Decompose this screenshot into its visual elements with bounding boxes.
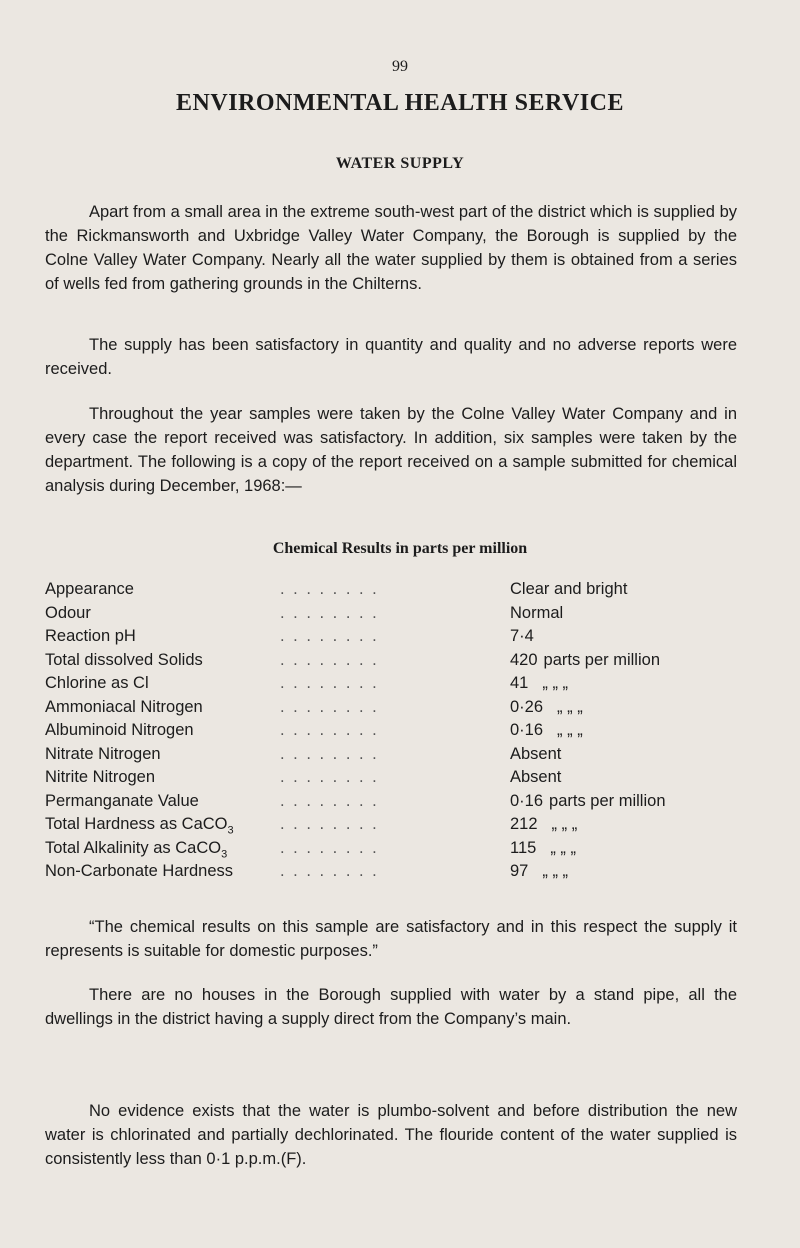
page-title: ENVIRONMENTAL HEALTH SERVICE <box>176 90 624 116</box>
result-unit: parts per million <box>549 791 666 810</box>
result-label: Total Hardness as CaCO$_3$ <box>45 815 234 837</box>
result-value: Absent <box>510 768 562 786</box>
result-value: 420 parts per million <box>510 650 660 669</box>
result-label: Nitrite Nitrogen <box>45 768 156 786</box>
table-row <box>45 672 745 696</box>
paragraph-stand-pipe: There are no houses in the Borough supplied with water by a stand pipe, all the dwellings in the district having a supply direct from the Company’s main. <box>45 986 737 1028</box>
leader-dots: . . . . . . . . <box>280 627 379 645</box>
result-value: 115 „ „ „ <box>510 838 576 857</box>
table-row <box>45 790 745 814</box>
chemical-results-table <box>45 578 745 884</box>
result-label: Reaction pH <box>45 627 136 645</box>
paragraph-supply: The supply has been satisfactory in quantity and quality and no adverse reports were received. <box>45 336 737 378</box>
result-unit: „ „ „ <box>542 674 569 692</box>
result-label: Albuminoid Nitrogen <box>45 721 194 739</box>
leader-dots: . . . . . . . . <box>280 674 379 692</box>
leader-dots: . . . . . . . . <box>280 838 379 857</box>
result-value: 97 „ „ „ <box>510 862 569 880</box>
table-row <box>45 766 745 790</box>
result-label: Appearance <box>45 580 134 598</box>
leader-dots: . . . . . . . . <box>280 721 379 739</box>
paragraph-plumbo-solvent: No evidence exists that the water is plumbo-solvent and before distribution the new water is chlorinated and partially dechlorinated. The flouride content of the water supplied is consistently less than 0·1 p.p.m.(F). <box>45 1102 737 1168</box>
result-value: 0·16 parts per million <box>510 791 666 810</box>
table-row <box>45 813 745 837</box>
leader-dots: . . . . . . . . <box>280 862 379 880</box>
leader-dots: . . . . . . . . <box>280 603 379 622</box>
table-row <box>45 578 745 602</box>
table-row <box>45 837 745 861</box>
leader-dots: . . . . . . . . <box>280 650 379 669</box>
result-unit: „ „ „ <box>557 721 583 739</box>
leader-dots: . . . . . . . . <box>280 791 379 810</box>
result-unit: „ „ „ <box>557 697 583 716</box>
result-label: Permanganate Value <box>45 791 199 810</box>
result-value: Normal <box>510 603 564 622</box>
result-label: Ammoniacal Nitrogen <box>45 697 203 716</box>
result-value: 7·4 <box>510 627 534 645</box>
result-value: Absent <box>510 744 562 763</box>
paragraph-conclusion: “The chemical results on this sample are satisfactory and in this respect the supply it represents is suitable for domestic purposes.” <box>45 918 737 960</box>
leader-dots: . . . . . . . . <box>280 697 379 716</box>
page-number: 99 <box>392 58 408 75</box>
result-value: 212 „ „ „ <box>510 815 578 833</box>
result-unit: parts per million <box>543 650 660 669</box>
table-title: Chemical Results in parts per million <box>272 540 528 557</box>
result-label: Odour <box>45 603 91 622</box>
table-row <box>45 649 745 673</box>
result-label: Chlorine as Cl <box>45 674 149 692</box>
table-row <box>45 602 745 626</box>
leader-dots: . . . . . . . . <box>280 768 379 786</box>
result-unit: „ „ „ <box>542 862 569 880</box>
result-unit: „ „ „ <box>551 815 578 833</box>
result-label: Total Alkalinity as CaCO$_3$ <box>45 838 228 860</box>
table-row <box>45 696 745 720</box>
result-value: 0·26 „ „ „ <box>510 697 583 716</box>
result-label: Nitrate Nitrogen <box>45 744 161 763</box>
section-heading: WATER SUPPLY <box>335 155 465 172</box>
leader-dots: . . . . . . . . <box>280 744 379 763</box>
result-label: Total dissolved Solids <box>45 650 203 669</box>
table-row <box>45 860 745 884</box>
result-value: 0·16 „ „ „ <box>510 721 583 739</box>
result-value: Clear and bright <box>510 580 628 598</box>
table-row <box>45 743 745 767</box>
paragraph-intro: Apart from a small area in the extreme south-west part of the district which is supplied by the Rickmansworth and Uxbridge Valley Water Company, the Borough is supplied by the Colne Valley Water Company. Nearly all the water supplied by them is obtained from a series of wells fed from gathering grounds in the Chilterns. <box>45 203 737 293</box>
table-row <box>45 625 745 649</box>
leader-dots: . . . . . . . . <box>280 580 379 598</box>
result-label: Non-Carbonate Hardness <box>45 862 234 880</box>
table-row <box>45 719 745 743</box>
paragraph-samples: Throughout the year samples were taken by the Colne Valley Water Company and in every case the report received was satisfactory. In addition, six samples were taken by the department. The following is a copy of the report received on a sample submitted for chemical analysis during December, 1968:— <box>45 405 737 495</box>
result-value: 41 „ „ „ <box>510 674 569 692</box>
leader-dots: . . . . . . . . <box>280 815 379 833</box>
result-unit: „ „ „ <box>550 838 576 857</box>
